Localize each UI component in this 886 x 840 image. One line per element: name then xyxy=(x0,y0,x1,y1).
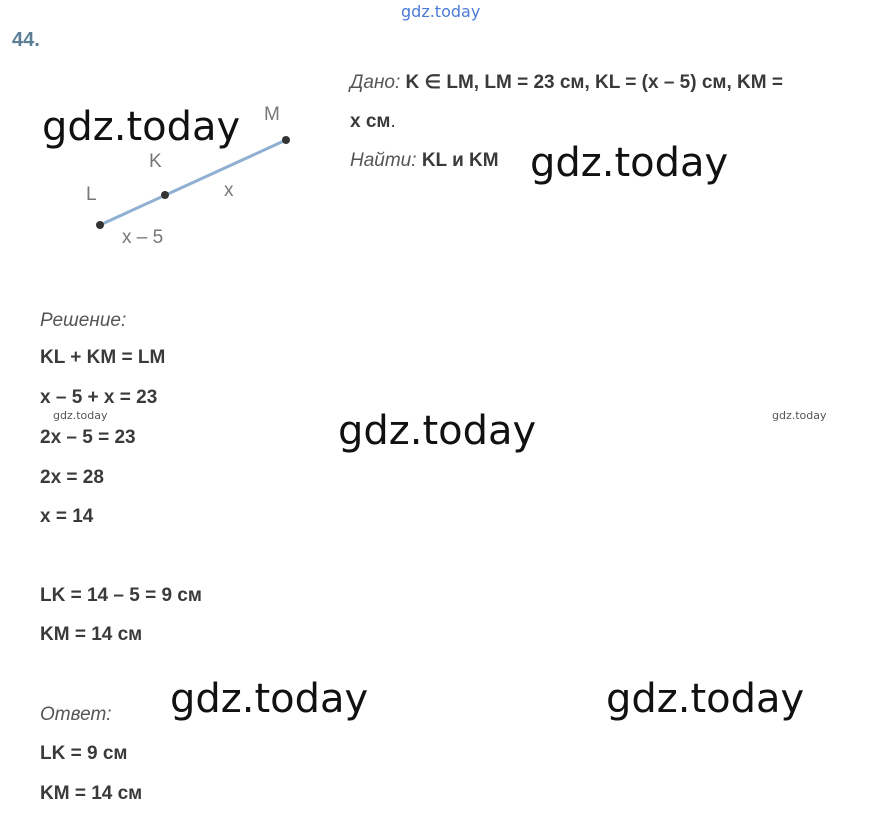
solution-result-2: KM = 14 см xyxy=(40,624,143,645)
segment-line xyxy=(100,140,286,225)
answer-label: Ответ: xyxy=(40,704,112,725)
solution-result-1: LK = 14 – 5 = 9 см xyxy=(40,585,202,606)
point-M-dot xyxy=(282,136,290,144)
watermark-find: gdz.today xyxy=(530,140,729,186)
point-K-dot xyxy=(161,191,169,199)
solution-step-3: 2x – 5 = 23 xyxy=(40,427,136,448)
point-L-dot xyxy=(96,221,104,229)
solution-label: Решение: xyxy=(40,310,127,331)
watermark-top: gdz.today xyxy=(401,2,481,21)
watermark-answer-left: gdz.today xyxy=(170,676,369,722)
given-text-2: x см xyxy=(350,111,391,132)
solution-step-2: x – 5 + x = 23 xyxy=(40,387,158,408)
given-text: K ∈ LM, LM = 23 см, KL = (x – 5) см, KM = xyxy=(405,72,783,93)
find-line xyxy=(350,150,499,172)
solution-step-4: 2x = 28 xyxy=(40,467,104,488)
point-M-label: M xyxy=(264,104,280,125)
solution-step-1: KL + KM = LM xyxy=(40,347,166,368)
given-line-2 xyxy=(350,111,396,133)
watermark-small-left: gdz.today xyxy=(53,409,108,422)
segment-KM-label: x xyxy=(224,180,234,201)
segment-LK-label: x – 5 xyxy=(122,227,164,248)
given-dot: . xyxy=(390,111,396,132)
watermark-figure: gdz.today xyxy=(42,104,241,150)
given-label: Дано: xyxy=(350,72,401,93)
point-K-label: K xyxy=(149,151,162,172)
find-label: Найти: xyxy=(350,150,417,171)
problem-number: 44. xyxy=(12,29,40,51)
point-L-label: L xyxy=(86,184,97,205)
watermark-center: gdz.today xyxy=(338,408,537,454)
watermark-answer-right: gdz.today xyxy=(606,676,805,722)
answer-line-2: KM = 14 см xyxy=(40,783,143,804)
find-text: KL и KM xyxy=(421,150,499,171)
watermark-small-right: gdz.today xyxy=(772,409,827,422)
solution-step-5: x = 14 xyxy=(40,506,94,527)
given-line-1 xyxy=(350,71,783,94)
answer-line-1: LK = 9 см xyxy=(40,743,128,764)
